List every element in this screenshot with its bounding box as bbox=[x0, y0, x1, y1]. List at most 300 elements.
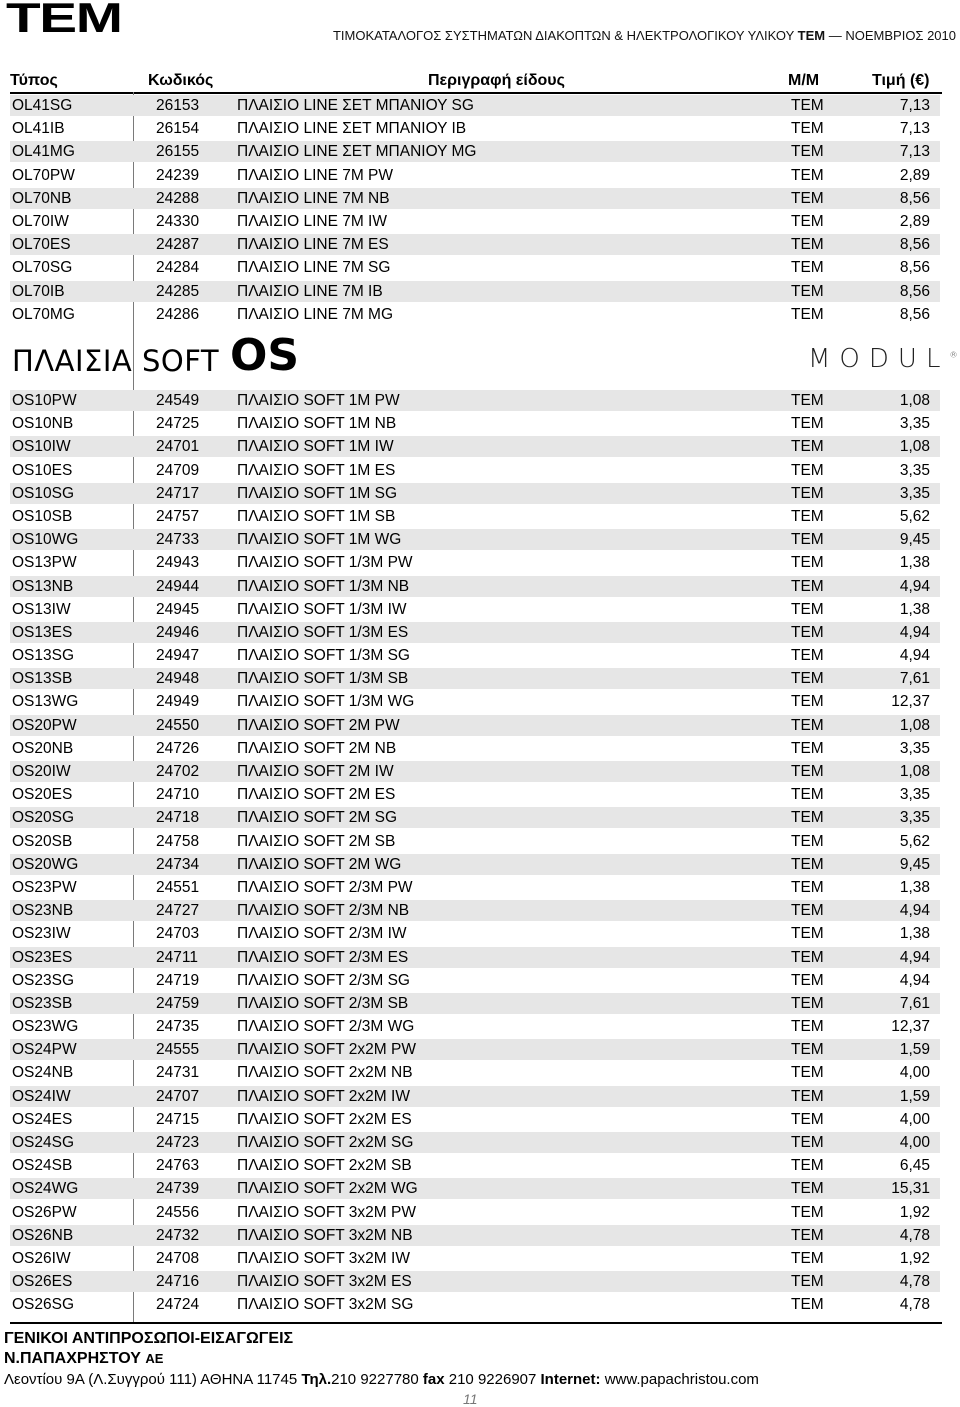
cell-price: 1,38 bbox=[899, 878, 930, 896]
cell-price: 1,92 bbox=[899, 1249, 930, 1267]
cell-price: 2,89 bbox=[899, 212, 930, 230]
table-row bbox=[10, 1062, 940, 1083]
cell-type: OS13ES bbox=[12, 623, 73, 641]
table-row bbox=[10, 211, 940, 232]
cell-price: 15,31 bbox=[891, 1180, 930, 1198]
cell-type: OL70SG bbox=[12, 259, 73, 277]
cell-price: 7,13 bbox=[899, 143, 930, 161]
cell-description: ΠΛΑΙΣΙΟ SOFT 2M NB bbox=[237, 739, 397, 757]
cell-code: 24551 bbox=[156, 878, 200, 896]
col-header-description: Περιγραφή είδους bbox=[428, 72, 565, 89]
cell-description: ΠΛΑΙΣΙΟ SOFT 1M ES bbox=[237, 461, 396, 479]
tem-logo: TEM bbox=[6, 0, 122, 41]
footer-address: Λεοντίου 9Α (Λ.Συγγρού 111) ΑΘΗΝΑ 11745 bbox=[4, 1371, 298, 1388]
cell-price: 4,78 bbox=[899, 1273, 930, 1291]
cell-description: ΠΛΑΙΣΙΟ SOFT 2M PW bbox=[237, 716, 400, 734]
cell-price: 3,35 bbox=[899, 484, 930, 502]
cell-description: ΠΛΑΙΣΙΟ SOFT 3x2M PW bbox=[237, 1203, 416, 1221]
cell-description: ΠΛΑΙΣΙΟ SOFT 2M IW bbox=[237, 763, 394, 780]
cell-code: 24719 bbox=[156, 971, 200, 989]
cell-price: 1,38 bbox=[899, 554, 930, 572]
table-row bbox=[10, 923, 940, 944]
cell-type: OS23IW bbox=[12, 925, 71, 943]
cell-code: 24723 bbox=[156, 1134, 200, 1151]
cell-description: ΠΛΑΙΣΙΟ SOFT 3x2M SG bbox=[237, 1296, 414, 1314]
table-row bbox=[10, 947, 940, 968]
table-row bbox=[10, 506, 940, 527]
cell-price: 4,94 bbox=[899, 948, 930, 966]
footer-contact bbox=[4, 1371, 759, 1388]
footer-tel-label: Τηλ. bbox=[301, 1371, 332, 1388]
cell-code: 24555 bbox=[156, 1041, 200, 1059]
cell-code: 24948 bbox=[156, 670, 200, 688]
cell-type: OS23SG bbox=[12, 971, 75, 989]
cell-type: OS13SB bbox=[12, 670, 73, 688]
cell-type: OS13WG bbox=[12, 693, 79, 711]
cell-type: OS24SG bbox=[12, 1134, 75, 1151]
cell-description: ΠΛΑΙΣΙΟ SOFT 2M SG bbox=[237, 809, 398, 827]
cell-description: ΠΛΑΙΣΙΟ SOFT 2M WG bbox=[237, 855, 402, 873]
cell-unit: TEM bbox=[791, 670, 824, 688]
table-row bbox=[10, 691, 940, 712]
cell-type: OS20ES bbox=[12, 786, 73, 804]
table-row bbox=[10, 1271, 940, 1292]
cell-price: 4,78 bbox=[899, 1296, 930, 1314]
cell-description: ΠΛΑΙΣΙΟ LINE 7M SG bbox=[237, 259, 391, 277]
cell-price: 1,08 bbox=[899, 763, 930, 780]
cell-type: OS20PW bbox=[12, 716, 77, 734]
table-row bbox=[10, 877, 940, 898]
cell-unit: TEM bbox=[791, 1041, 824, 1059]
cell-unit: TEM bbox=[791, 878, 824, 896]
cell-unit: TEM bbox=[791, 1226, 824, 1244]
cell-unit: TEM bbox=[791, 1087, 824, 1105]
cell-code: 24724 bbox=[156, 1296, 200, 1314]
cell-description: ΠΛΑΙΣΙΟ SOFT 2/3M NB bbox=[237, 902, 410, 920]
cell-unit: TEM bbox=[791, 1180, 824, 1198]
table-top bbox=[10, 95, 940, 327]
cell-unit: TEM bbox=[791, 647, 824, 665]
table-row bbox=[10, 1109, 940, 1130]
cell-unit: TEM bbox=[791, 415, 824, 433]
cell-code: 24710 bbox=[156, 786, 200, 804]
cell-type: OS24PW bbox=[12, 1041, 77, 1059]
cell-unit: TEM bbox=[791, 484, 824, 502]
cell-type: OL41MG bbox=[12, 143, 75, 161]
table-row bbox=[10, 1039, 940, 1060]
table-row bbox=[10, 622, 940, 643]
cell-price: 4,94 bbox=[899, 971, 930, 989]
column-headers bbox=[0, 72, 960, 92]
cell-code: 24732 bbox=[156, 1226, 200, 1244]
cell-type: OL70MG bbox=[12, 305, 75, 323]
catalog-title-prefix: ΤΙΜΟΚΑΤΑΛΟΓΟΣ ΣΥΣΤΗΜΑΤΩΝ ΔΙΑΚΟΠΤΩΝ & ΗΛΕΚΤΡΟΛΟΓΙΚΟΥ ΥΛΙΚΟΥ bbox=[332, 28, 795, 43]
cell-price: 8,56 bbox=[899, 236, 930, 254]
cell-type: OS10SG bbox=[12, 484, 75, 502]
cell-unit: TEM bbox=[791, 716, 824, 734]
cell-description: ΠΛΑΙΣΙΟ SOFT 2M SB bbox=[237, 832, 396, 850]
cell-code: 24550 bbox=[156, 716, 200, 734]
cell-description: ΠΛΑΙΣΙΟ SOFT 2/3M SB bbox=[237, 994, 409, 1012]
cell-price: 3,35 bbox=[899, 461, 930, 479]
cell-price: 1,08 bbox=[899, 392, 930, 409]
cell-description: ΠΛΑΙΣΙΟ SOFT 2x2M ES bbox=[237, 1110, 412, 1128]
cell-description: ΠΛΑΙΣΙΟ SOFT 2M ES bbox=[237, 786, 396, 804]
cell-price: 1,38 bbox=[899, 925, 930, 943]
cell-price: 3,35 bbox=[899, 786, 930, 804]
cell-description: ΠΛΑΙΣΙΟ SOFT 2/3M WG bbox=[237, 1018, 415, 1036]
cell-code: 24944 bbox=[156, 577, 200, 595]
cell-code: 24733 bbox=[156, 531, 200, 549]
cell-type: OS10IW bbox=[12, 438, 71, 456]
cell-code: 24703 bbox=[156, 925, 200, 943]
cell-price: 8,56 bbox=[899, 282, 930, 300]
cell-type: OS24WG bbox=[12, 1180, 79, 1198]
cell-price: 4,94 bbox=[899, 647, 930, 665]
cell-price: 1,08 bbox=[899, 438, 930, 456]
cell-description: ΠΛΑΙΣΙΟ SOFT 1/3M ES bbox=[237, 623, 409, 641]
cell-unit: TEM bbox=[791, 1296, 824, 1314]
cell-type: OS10NB bbox=[12, 415, 74, 433]
cell-unit: TEM bbox=[791, 994, 824, 1012]
section-badge: OS bbox=[230, 330, 300, 381]
cell-description: ΠΛΑΙΣΙΟ LINE 7M IB bbox=[237, 282, 383, 300]
cell-description: ΠΛΑΙΣΙΟ SOFT 2x2M IW bbox=[237, 1087, 410, 1105]
registered-mark: ® bbox=[949, 350, 958, 360]
table-row bbox=[10, 118, 940, 139]
footer-representatives: ΓΕΝΙΚΟΙ ΑΝΤΙΠΡΟΣΩΠΟΙ-ΕΙΣΑΓΩΓΕΙΣ bbox=[4, 1330, 294, 1347]
cell-unit: TEM bbox=[791, 693, 824, 711]
table-row bbox=[10, 1225, 940, 1246]
table-row bbox=[10, 599, 940, 620]
cell-description: ΠΛΑΙΣΙΟ SOFT 2/3M SG bbox=[237, 971, 410, 989]
cell-price: 8,56 bbox=[899, 259, 930, 277]
cell-code: 24702 bbox=[156, 763, 200, 780]
cell-price: 12,37 bbox=[891, 693, 930, 711]
cell-price: 8,56 bbox=[899, 189, 930, 207]
footer-company-suffix: ΑΕ bbox=[145, 1351, 164, 1366]
footer-tel: 210 9227780 bbox=[331, 1371, 419, 1388]
cell-price: 3,35 bbox=[899, 809, 930, 827]
cell-type: OS20NB bbox=[12, 739, 74, 757]
cell-code: 24708 bbox=[156, 1249, 200, 1267]
cell-type: OS10ES bbox=[12, 461, 73, 479]
cell-code: 24945 bbox=[156, 600, 200, 618]
page-number: 11 bbox=[463, 1391, 478, 1407]
cell-type: OS10PW bbox=[12, 392, 77, 409]
cell-code: 24330 bbox=[156, 212, 200, 230]
cell-type: OS13SG bbox=[12, 647, 75, 665]
cell-code: 24759 bbox=[156, 994, 200, 1012]
cell-unit: TEM bbox=[791, 282, 824, 300]
cell-type: OS13PW bbox=[12, 554, 77, 572]
footer-fax: 210 9226907 bbox=[448, 1371, 537, 1388]
table-row bbox=[10, 1178, 940, 1199]
cell-unit: TEM bbox=[791, 143, 824, 161]
cell-description: ΠΛΑΙΣΙΟ SOFT 2x2M SB bbox=[237, 1157, 412, 1175]
cell-type: OS23PW bbox=[12, 878, 77, 896]
cell-unit: TEM bbox=[791, 855, 824, 873]
table-row bbox=[10, 784, 940, 805]
table-row bbox=[10, 413, 940, 434]
cell-code: 26155 bbox=[156, 143, 200, 161]
cell-unit: TEM bbox=[791, 1273, 824, 1291]
cell-code: 26154 bbox=[156, 120, 200, 138]
cell-unit: TEM bbox=[791, 902, 824, 920]
cell-unit: TEM bbox=[791, 97, 824, 114]
table-row bbox=[10, 234, 940, 255]
cell-type: OS24IW bbox=[12, 1087, 71, 1105]
cell-unit: TEM bbox=[791, 1110, 824, 1128]
cell-price: 4,78 bbox=[899, 1226, 930, 1244]
cell-description: ΠΛΑΙΣΙΟ SOFT 1/3M SB bbox=[237, 670, 409, 688]
cell-unit: TEM bbox=[791, 1134, 824, 1151]
cell-code: 24715 bbox=[156, 1110, 200, 1128]
col-header-unit: Μ/Μ bbox=[788, 72, 820, 89]
col-header-price: Τιμή (€) bbox=[872, 72, 930, 89]
cell-description: ΠΛΑΙΣΙΟ SOFT 1/3M IW bbox=[237, 600, 407, 618]
cell-description: ΠΛΑΙΣΙΟ SOFT 1M PW bbox=[237, 392, 400, 409]
cell-description: ΠΛΑΙΣΙΟ LINE 7M IW bbox=[237, 212, 387, 230]
footer-internet-link[interactable]: www.papachristou.com bbox=[604, 1371, 759, 1388]
cell-code: 24716 bbox=[156, 1273, 200, 1291]
cell-description: ΠΛΑΙΣΙΟ SOFT 1M NB bbox=[237, 415, 397, 433]
cell-code: 24701 bbox=[156, 438, 200, 456]
cell-code: 24284 bbox=[156, 259, 200, 277]
table-row bbox=[10, 165, 940, 186]
cell-price: 12,37 bbox=[891, 1018, 930, 1036]
cell-description: ΠΛΑΙΣΙΟ LINE ΣΕΤ ΜΠΑΝΙΟΥ IB bbox=[237, 120, 467, 138]
cell-description: ΠΛΑΙΣΙΟ SOFT 1/3M PW bbox=[237, 554, 413, 572]
table-row bbox=[10, 188, 940, 209]
cell-price: 7,13 bbox=[899, 120, 930, 138]
cell-code: 24709 bbox=[156, 461, 200, 479]
cell-type: OL70PW bbox=[12, 166, 75, 184]
cell-description: ΠΛΑΙΣΙΟ SOFT 3x2M IW bbox=[237, 1249, 410, 1267]
cell-unit: TEM bbox=[791, 623, 824, 641]
table-row bbox=[10, 141, 940, 162]
table-row bbox=[10, 854, 940, 875]
cell-type: OS10WG bbox=[12, 531, 79, 549]
cell-code: 24726 bbox=[156, 739, 200, 757]
cell-unit: TEM bbox=[791, 577, 824, 595]
cell-type: OS26SG bbox=[12, 1296, 75, 1314]
cell-code: 24286 bbox=[156, 305, 200, 323]
cell-code: 24949 bbox=[156, 693, 200, 711]
cell-type: OS24SB bbox=[12, 1157, 73, 1175]
table-row bbox=[10, 1086, 940, 1107]
cell-type: OS26PW bbox=[12, 1203, 77, 1221]
cell-price: 7,13 bbox=[899, 97, 930, 114]
catalog-title-brand: TEM bbox=[797, 28, 826, 43]
cell-type: OS20SB bbox=[12, 832, 73, 850]
catalog-title-date: — ΝΟΕΜΒΡΙΟΣ 2010 bbox=[828, 28, 956, 43]
cell-unit: TEM bbox=[791, 600, 824, 618]
cell-price: 4,94 bbox=[899, 577, 930, 595]
cell-unit: TEM bbox=[791, 259, 824, 277]
cell-description: ΠΛΑΙΣΙΟ SOFT 2/3M PW bbox=[237, 878, 413, 896]
cell-unit: TEM bbox=[791, 120, 824, 138]
cell-unit: TEM bbox=[791, 438, 824, 456]
cell-unit: TEM bbox=[791, 507, 824, 525]
cell-code: 24763 bbox=[156, 1157, 200, 1175]
cell-unit: TEM bbox=[791, 166, 824, 184]
cell-price: 3,35 bbox=[899, 415, 930, 433]
cell-unit: TEM bbox=[791, 763, 824, 780]
modul-logo bbox=[808, 344, 957, 374]
cell-code: 24731 bbox=[156, 1064, 200, 1082]
cell-type: OS24ES bbox=[12, 1110, 73, 1128]
cell-code: 24711 bbox=[156, 948, 198, 966]
cell-code: 24717 bbox=[156, 484, 200, 502]
table-row bbox=[10, 552, 940, 573]
cell-code: 24725 bbox=[156, 415, 200, 433]
cell-description: ΠΛΑΙΣΙΟ SOFT 1M WG bbox=[237, 531, 402, 549]
cell-description: ΠΛΑΙΣΙΟ SOFT 2x2M SG bbox=[237, 1134, 414, 1151]
cell-unit: TEM bbox=[791, 1249, 824, 1267]
table-row bbox=[10, 761, 940, 782]
cell-description: ΠΛΑΙΣΙΟ SOFT 1M SB bbox=[237, 507, 396, 525]
cell-type: OL70IB bbox=[12, 282, 65, 300]
cell-unit: TEM bbox=[791, 948, 824, 966]
cell-unit: TEM bbox=[791, 739, 824, 757]
cell-price: 4,94 bbox=[899, 623, 930, 641]
col-header-code: Κωδικός bbox=[148, 72, 214, 89]
table-row bbox=[10, 807, 940, 828]
cell-code: 24758 bbox=[156, 832, 200, 850]
cell-price: 5,62 bbox=[899, 832, 930, 850]
cell-unit: TEM bbox=[791, 236, 824, 254]
table-row bbox=[10, 1248, 940, 1269]
cell-unit: TEM bbox=[791, 1203, 824, 1221]
cell-type: OS20WG bbox=[12, 855, 79, 873]
table-row bbox=[10, 900, 940, 921]
cell-price: 3,35 bbox=[899, 739, 930, 757]
cell-code: 24707 bbox=[156, 1087, 200, 1105]
table-row bbox=[10, 993, 940, 1014]
cell-price: 4,00 bbox=[899, 1134, 930, 1151]
cell-code: 24734 bbox=[156, 855, 200, 873]
cell-type: OL70NB bbox=[12, 189, 72, 207]
cell-type: OS20SG bbox=[12, 809, 75, 827]
cell-description: ΠΛΑΙΣΙΟ SOFT 1/3M WG bbox=[237, 693, 415, 711]
cell-type: OS10SB bbox=[12, 507, 73, 525]
cell-unit: TEM bbox=[791, 925, 824, 943]
cell-unit: TEM bbox=[791, 189, 824, 207]
footer-fax-label: fax bbox=[422, 1371, 445, 1388]
table-row bbox=[10, 645, 940, 666]
table-row bbox=[10, 1016, 940, 1037]
cell-price: 6,45 bbox=[899, 1157, 930, 1175]
cell-price: 7,61 bbox=[899, 994, 930, 1012]
cell-price: 9,45 bbox=[899, 531, 930, 549]
cell-type: OS26IW bbox=[12, 1249, 71, 1267]
header-rule bbox=[10, 92, 942, 94]
table-row bbox=[10, 390, 940, 411]
cell-unit: TEM bbox=[791, 461, 824, 479]
cell-description: ΠΛΑΙΣΙΟ SOFT 1M SG bbox=[237, 484, 398, 502]
cell-price: 1,38 bbox=[899, 600, 930, 618]
cell-type: OS23SB bbox=[12, 994, 73, 1012]
cell-price: 4,00 bbox=[899, 1110, 930, 1128]
cell-code: 24239 bbox=[156, 166, 200, 184]
cell-code: 24718 bbox=[156, 809, 200, 827]
catalog-title bbox=[333, 28, 956, 43]
cell-price: 4,00 bbox=[899, 1064, 930, 1082]
cell-type: OS23ES bbox=[12, 948, 73, 966]
cell-description: ΠΛΑΙΣΙΟ SOFT 1M IW bbox=[237, 438, 394, 456]
cell-unit: TEM bbox=[791, 1064, 824, 1082]
cell-description: ΠΛΑΙΣΙΟ LINE ΣΕΤ ΜΠΑΝΙΟΥ MG bbox=[237, 143, 477, 161]
table-row bbox=[10, 95, 940, 116]
cell-price: 1,59 bbox=[899, 1087, 930, 1105]
cell-code: 24757 bbox=[156, 507, 200, 525]
table-row bbox=[10, 831, 940, 852]
table-row bbox=[10, 1155, 940, 1176]
cell-description: ΠΛΑΙΣΙΟ SOFT 2x2M WG bbox=[237, 1180, 418, 1198]
table-row bbox=[10, 738, 940, 759]
cell-type: OS26ES bbox=[12, 1273, 73, 1291]
cell-type: OS23WG bbox=[12, 1018, 79, 1036]
table-row bbox=[10, 1132, 940, 1153]
col-header-type: Τύπος bbox=[10, 72, 58, 89]
cell-type: OS26NB bbox=[12, 1226, 74, 1244]
cell-type: OL41SG bbox=[12, 97, 73, 114]
table-row bbox=[10, 257, 940, 278]
cell-type: OL41IB bbox=[12, 120, 65, 138]
footer-internet-label: Internet: bbox=[540, 1371, 601, 1388]
cell-unit: TEM bbox=[791, 1018, 824, 1036]
table-row bbox=[10, 281, 940, 302]
cell-price: 1,59 bbox=[899, 1041, 930, 1059]
table-row bbox=[10, 668, 940, 689]
cell-unit: TEM bbox=[791, 971, 824, 989]
cell-type: OS23NB bbox=[12, 902, 74, 920]
cell-unit: TEM bbox=[791, 809, 824, 827]
cell-price: 1,08 bbox=[899, 716, 930, 734]
table-soft bbox=[10, 390, 940, 1318]
cell-code: 24549 bbox=[156, 392, 200, 409]
cell-code: 24287 bbox=[156, 236, 200, 254]
table-row bbox=[10, 1202, 940, 1223]
cell-description: ΠΛΑΙΣΙΟ LINE 7M PW bbox=[237, 166, 394, 184]
table-row bbox=[10, 1294, 940, 1315]
modul-logo-text: MODUL bbox=[808, 344, 950, 374]
cell-description: ΠΛΑΙΣΙΟ SOFT 2x2M NB bbox=[237, 1064, 413, 1082]
cell-code: 24947 bbox=[156, 647, 200, 665]
cell-code: 24285 bbox=[156, 282, 200, 300]
table-row bbox=[10, 460, 940, 481]
footer-company bbox=[4, 1350, 163, 1368]
cell-price: 1,92 bbox=[899, 1203, 930, 1221]
cell-code: 24556 bbox=[156, 1203, 200, 1221]
table-row bbox=[10, 970, 940, 991]
cell-type: OL70ES bbox=[12, 236, 71, 254]
cell-description: ΠΛΑΙΣΙΟ LINE ΣΕΤ ΜΠΑΝΙΟΥ SG bbox=[237, 97, 474, 114]
cell-unit: TEM bbox=[791, 832, 824, 850]
cell-price: 9,45 bbox=[899, 855, 930, 873]
cell-unit: TEM bbox=[791, 392, 824, 409]
table-row bbox=[10, 436, 940, 457]
table-row bbox=[10, 304, 940, 325]
cell-description: ΠΛΑΙΣΙΟ SOFT 1/3M NB bbox=[237, 577, 410, 595]
footer-rule bbox=[10, 1322, 942, 1324]
section-title: ΠΛΑΙΣΙΑ SOFT bbox=[12, 344, 220, 378]
cell-unit: TEM bbox=[791, 786, 824, 804]
table-row bbox=[10, 576, 940, 597]
cell-unit: TEM bbox=[791, 554, 824, 572]
cell-unit: TEM bbox=[791, 305, 824, 323]
